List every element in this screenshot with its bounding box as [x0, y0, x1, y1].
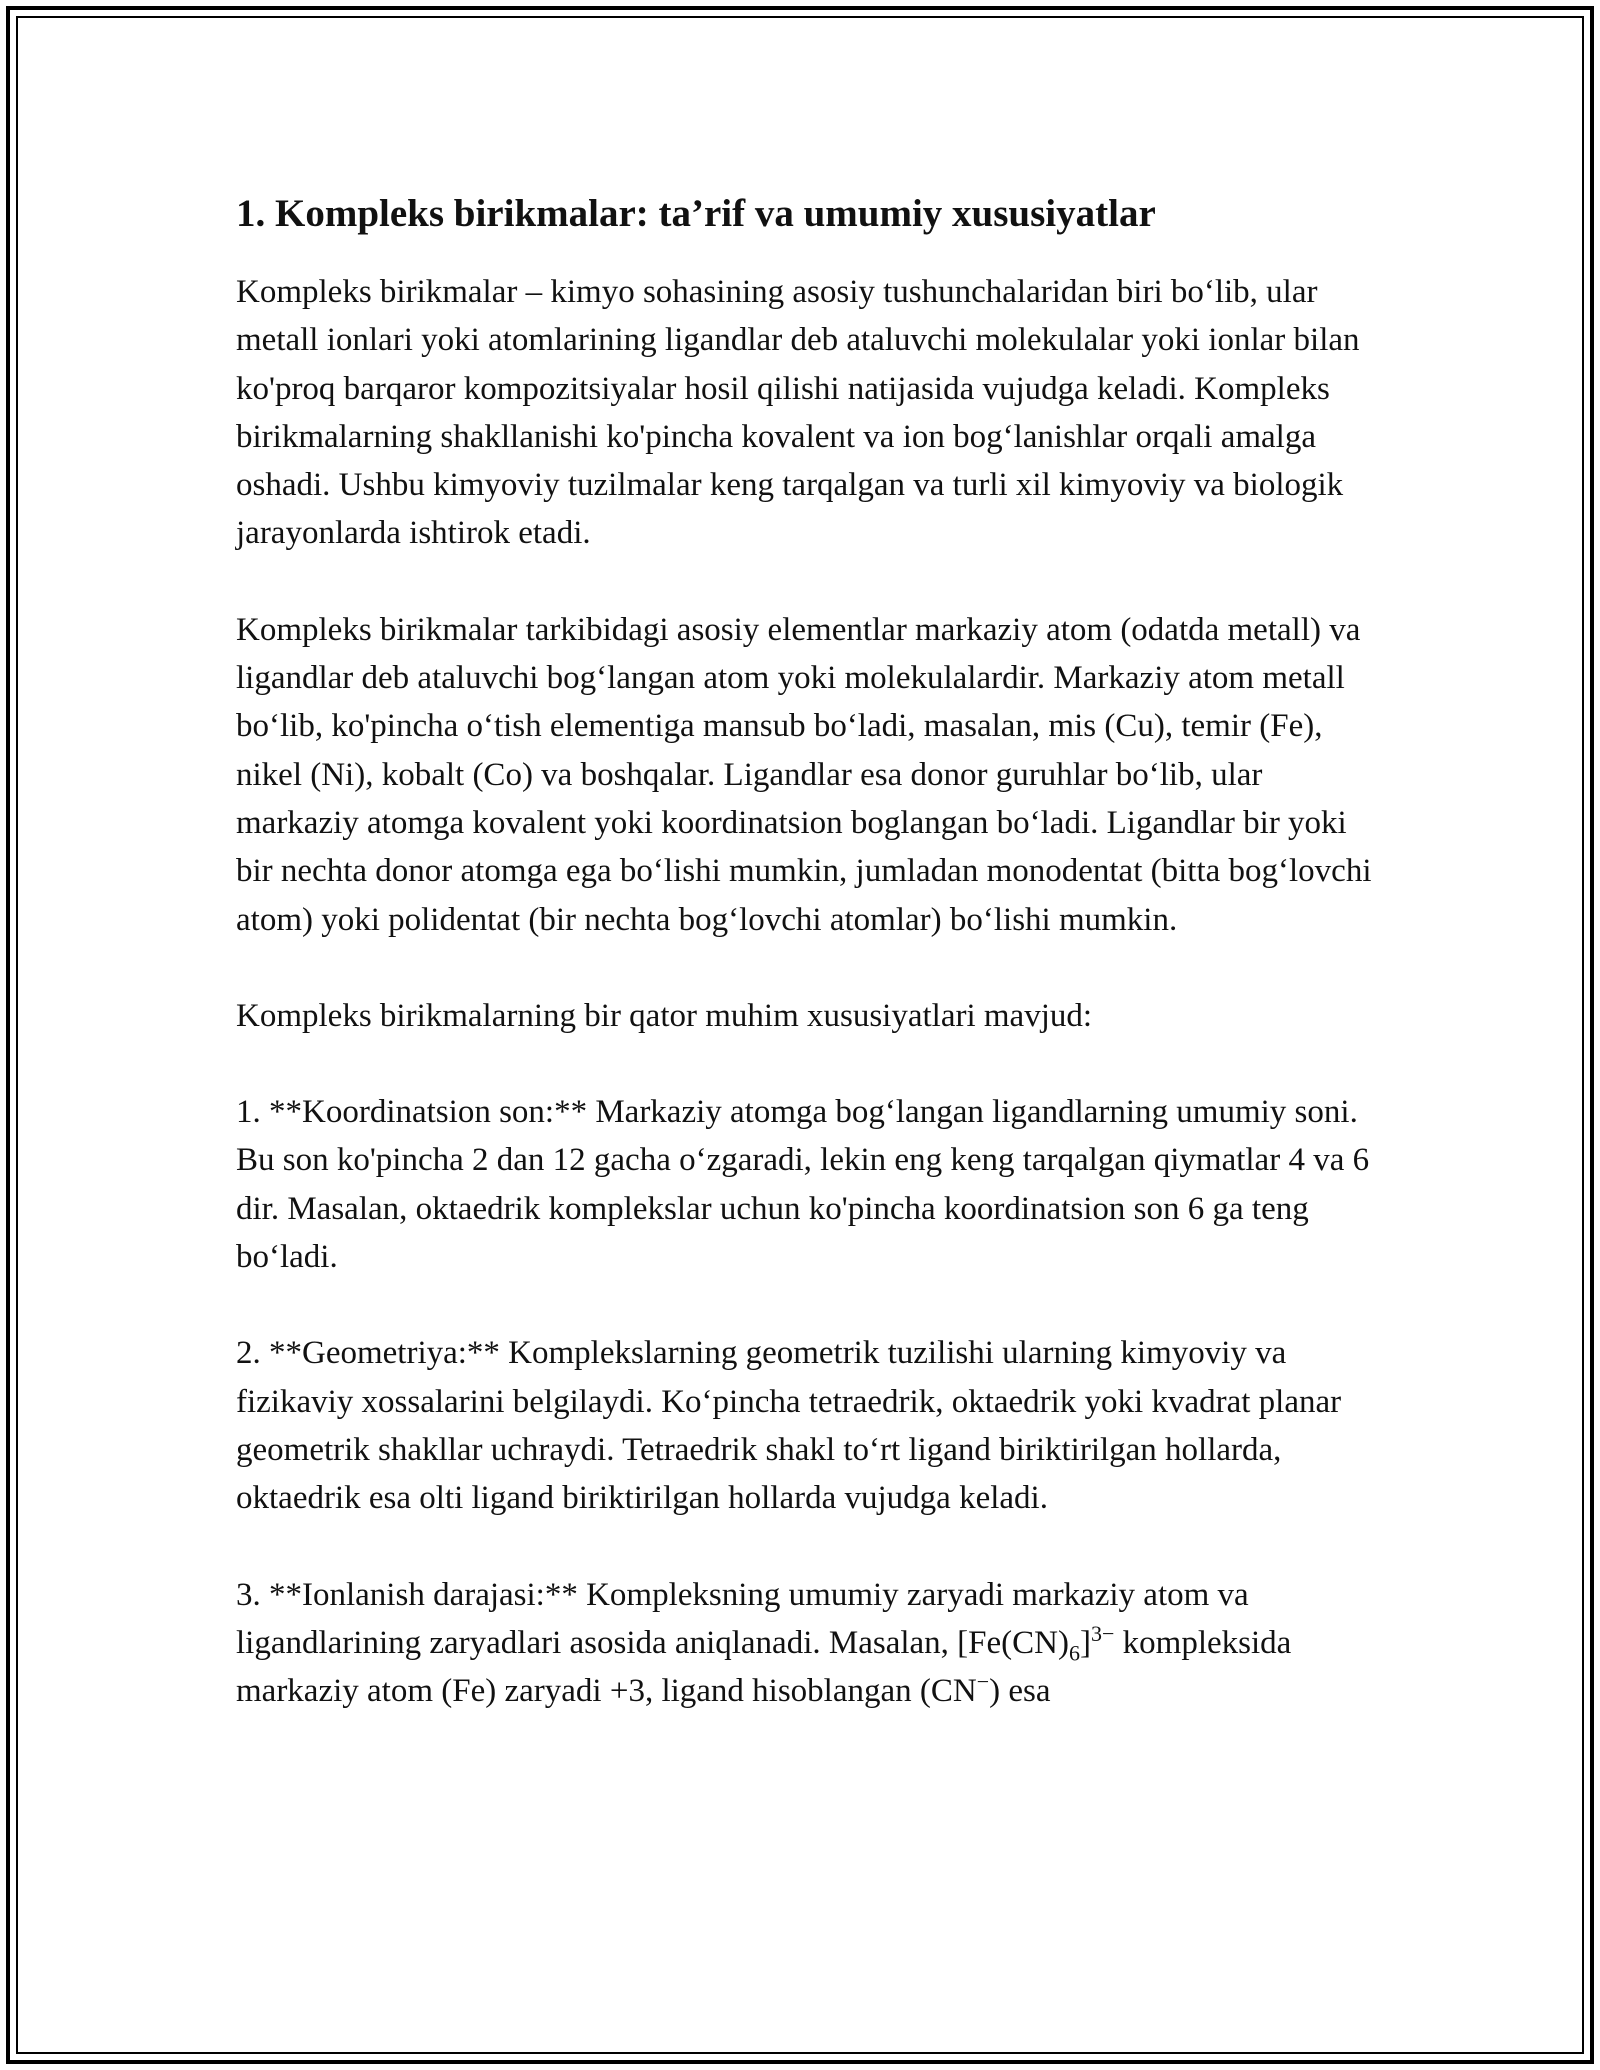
ligand-charge-superscript: − [976, 1669, 990, 1695]
paragraph-intro: Kompleks birikmalar – kimyo sohasining asosiy tushunchalaridan biri bo‘lib, ular metall ionlari yoki atomlarining ligandlar deb ataluvchi molekulalar yoki ionlar bilan ko'proq barqaror kompozitsiyalar hosil qilishi natijasida vujudga keladi. Kompleks birikmalarning shakllanishi ko'pincha kovalent va ion bog‘lanishlar orqali amalga oshadi. Ushbu kimyoviy tuzilmalar keng tarqalgan va turli xil kimyoviy va biologik jarayonlarda ishtirok etadi. [236, 274, 1360, 552]
list-item-geometry: 2. **Geometriya:** Komplekslarning geometrik tuzilishi ularning kimyoviy va fizikaviy xossalarini belgilaydi. Ko‘pincha tetraedrik, oktaedrik yoki kvadrat planar geometrik shakllar uchraydi. Tetraedrik shakl to‘rt ligand biriktirilgan hollarda, oktaedrik esa olti ligand biriktirilgan hollarda vujudga keladi. [236, 1335, 1342, 1517]
paragraph-elements: Kompleks birikmalar tarkibidagi asosiy elementlar markaziy atom (odatda metall) va ligandlar deb ataluvchi bog‘langan atom yoki molekulalardir. Markaziy atom metall bo‘lib, ko'pincha o‘tish elementiga mansub bo‘ladi, masalan, mis (Cu), temir (Fe), nikel (Ni), kobalt (Co) va boshqalar. Ligandlar esa donor guruhlar bo‘lib, ular markaziy atomga kovalent yoki koordinatsion boglangan bo‘ladi. Ligandlar bir yoki bir nechta donor atomga ega bo‘lishi mumkin, jumladan monodentat (bitta bog‘lovchi atom) yoki polidentat (bir nechta bog‘lovchi atomlar) bo‘lishi mumkin. [236, 611, 1372, 938]
section-heading: 1. Kompleks birikmalar: ta’rif va umumiy xususiyatlar [236, 192, 1156, 235]
list-item-ionization-degree [236, 1571, 1376, 1716]
formula-subscript: 6 [1068, 1640, 1080, 1666]
list-item-coordination-number: 1. **Koordinatsion son:** Markaziy atomga bog‘langan ligandlarning umumiy soni. Bu son ko'pincha 2 dan 12 gacha o‘zgaradi, lekin eng keng tarqalgan qiymatlar 4 va 6 dir. Masalan, oktaedrik komplekslar uchun ko'pincha koordinatsion son 6 ga teng bo‘ladi. [236, 1094, 1370, 1276]
ionization-text-end: ) esa [989, 1673, 1051, 1710]
document-body [236, 186, 1376, 1715]
paragraph-properties-intro: Kompleks birikmalarning bir qator muhim xususiyatlari mavjud: [236, 997, 1093, 1034]
formula-bracket: ] [1079, 1624, 1091, 1661]
ionization-text-middle: kompleksida markaziy atom (Fe) zaryadi +3, ligand hisoblangan (CN [236, 1624, 1292, 1710]
ionization-text-start: 3. **Ionlanish darajasi:** Kompleksning umumiy zaryadi markaziy atom va ligandlarining zaryadlari asosida aniqlanadi. Masalan, [Fe(CN) [236, 1576, 1249, 1661]
formula-charge-superscript: 3− [1090, 1620, 1115, 1646]
